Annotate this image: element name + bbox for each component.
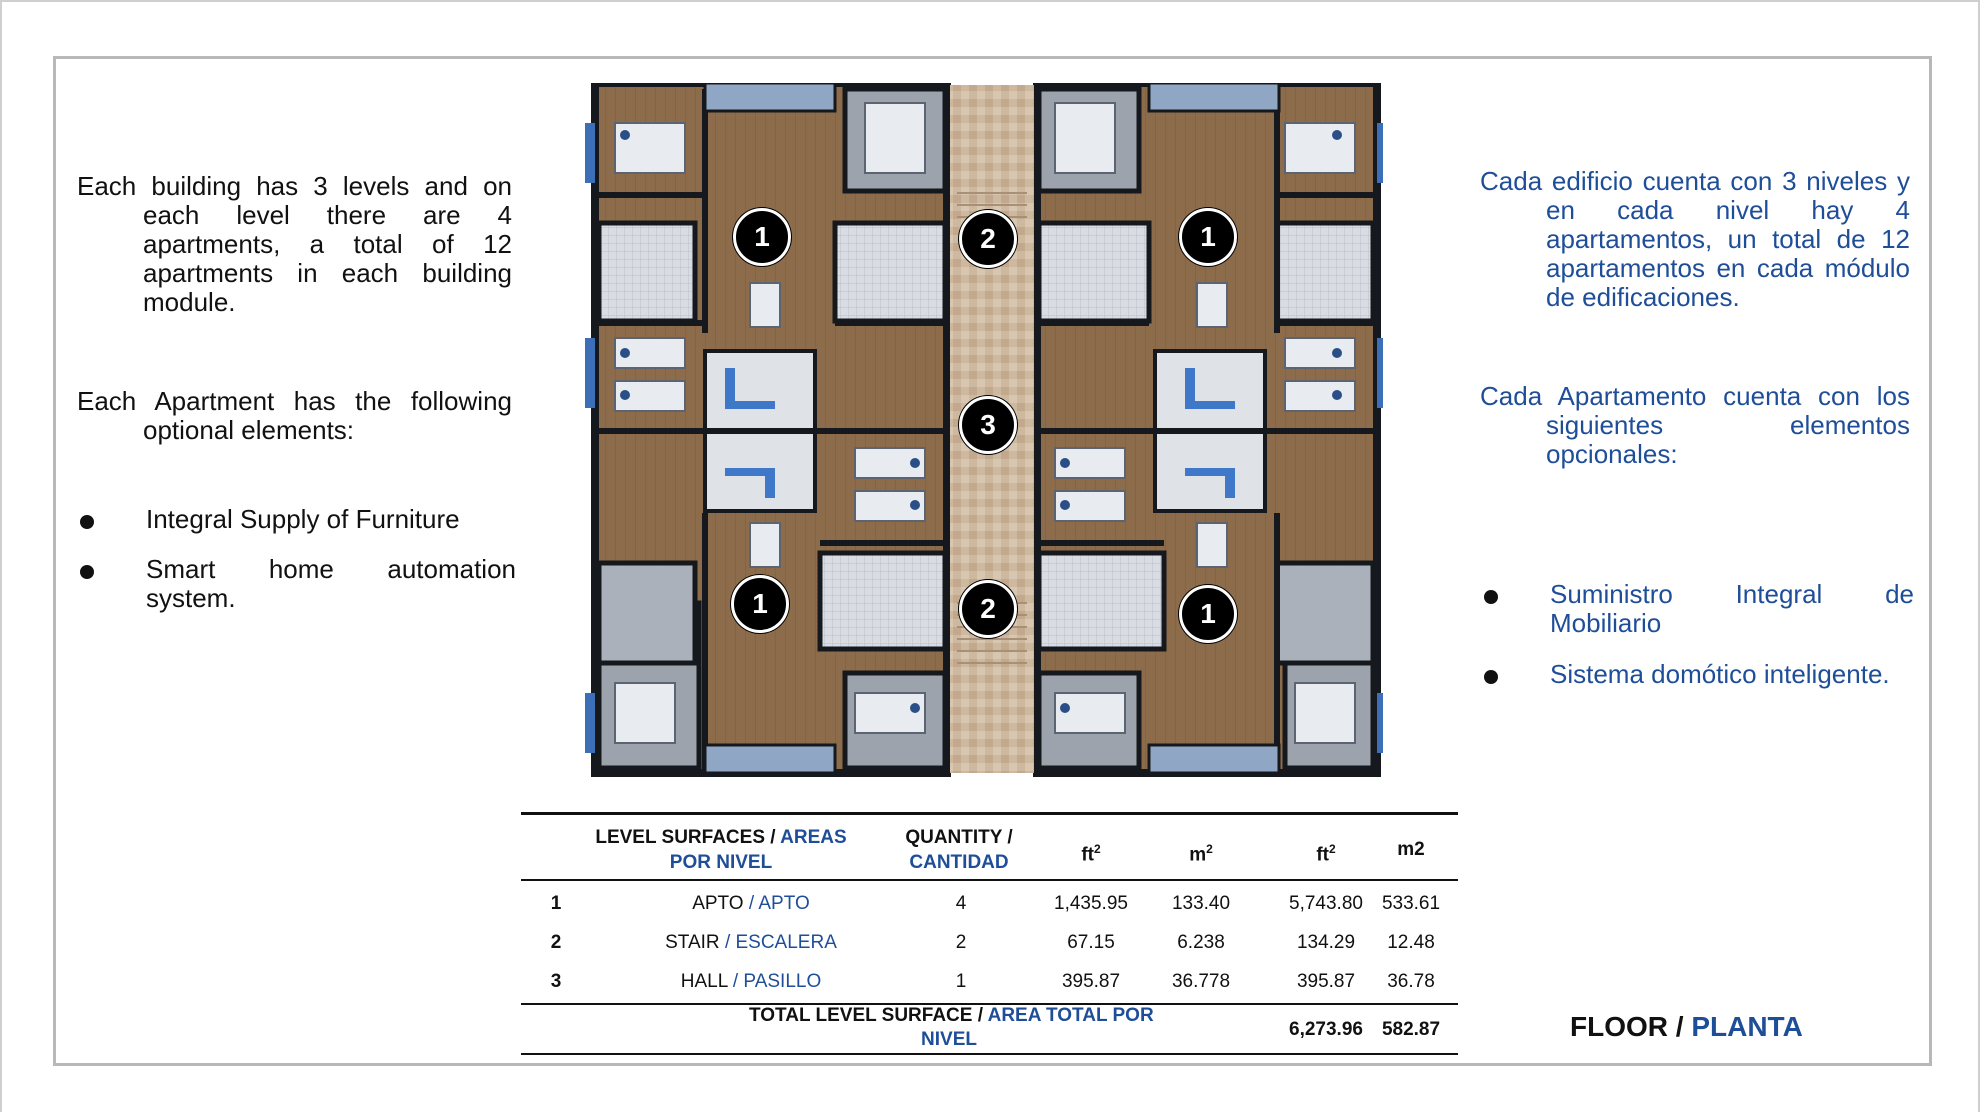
spanish-paragraph-optional: Cada Apartamento cuenta con los siguientes elementos opcionales:: [1480, 381, 1910, 469]
floor-plan: [585, 83, 1383, 783]
plan-marker-apartment: 1: [733, 208, 791, 266]
spanish-paragraph-levels: Cada edificio cuenta con 3 niveles y en cada nivel hay 4 apartamentos, un total de 12 apartamentos en cada módulo de edificaciones.: [1480, 166, 1910, 312]
spanish-intro: [1480, 167, 1910, 312]
bullet-dot-icon: [80, 565, 94, 579]
header-ft2-unit: $ft^2$: [1081, 842, 1101, 866]
spanish-optional: [1480, 382, 1910, 469]
plan-marker-apartment: 1: [1179, 208, 1237, 266]
table-bottom-rule: [521, 1053, 1458, 1055]
english-paragraph-levels: Each building has 3 levels and on each level there are 4 apartments, a total of 12 apartments in each building module.: [77, 171, 512, 317]
english-intro: [77, 172, 512, 317]
header-level-surfaces: LEVEL SURFACES / AREAS POR NIVEL: [595, 827, 847, 873]
plan-marker-stair: 2: [959, 580, 1017, 638]
table-top-rule: [521, 812, 1458, 815]
table-total-m2: 582.87: [1381, 1019, 1441, 1040]
bullet-dot-icon: [1484, 670, 1498, 684]
english-paragraph-optional: Each Apartment has the following optional elements:: [77, 386, 512, 445]
english-optional: [77, 387, 512, 445]
header-quantity: QUANTITY / CANTIDAD: [905, 827, 1013, 873]
plan-marker-apartment: 1: [1179, 585, 1237, 643]
plan-marker-stair: 2: [959, 210, 1017, 268]
plan-marker-apartment: 1: [731, 575, 789, 633]
level-surfaces-table: LEVEL SURFACES / AREAS POR NIVEL QUANTITY / CANTIDAD $ft^2$ $m^2$ $ft^2$ m2 1 APTO / APTO 4 1,435.95 133.40 5,743.80 533.61 2 STAIR / ESCALERA 2 67.15 6.238 134.29 12.48 3 HALL / PASILLO 1 395.87 36.778 395.87 36.78 TOTAL LEVEL SURFACE / AREA TOTAL POR NIVEL 6,273.96 582.87: [521, 812, 1458, 1056]
header-total-m2: m2: [1397, 839, 1425, 860]
header-m2-unit: $m^2$: [1189, 842, 1213, 866]
table-header-rule: [521, 879, 1458, 881]
plan-marker-hall: 3: [959, 396, 1017, 454]
table-total-label: TOTAL LEVEL SURFACE / AREA TOTAL POR NIVEL: [749, 1005, 1154, 1050]
floor-label: FLOOR / PLANTA: [1570, 1011, 1803, 1042]
table-total-ft2: 6,273.96: [1289, 1019, 1363, 1040]
bullet-dot-icon: [80, 515, 94, 529]
header-total-ft2: $ft^2$: [1316, 842, 1336, 866]
bullet-dot-icon: [1484, 590, 1498, 604]
